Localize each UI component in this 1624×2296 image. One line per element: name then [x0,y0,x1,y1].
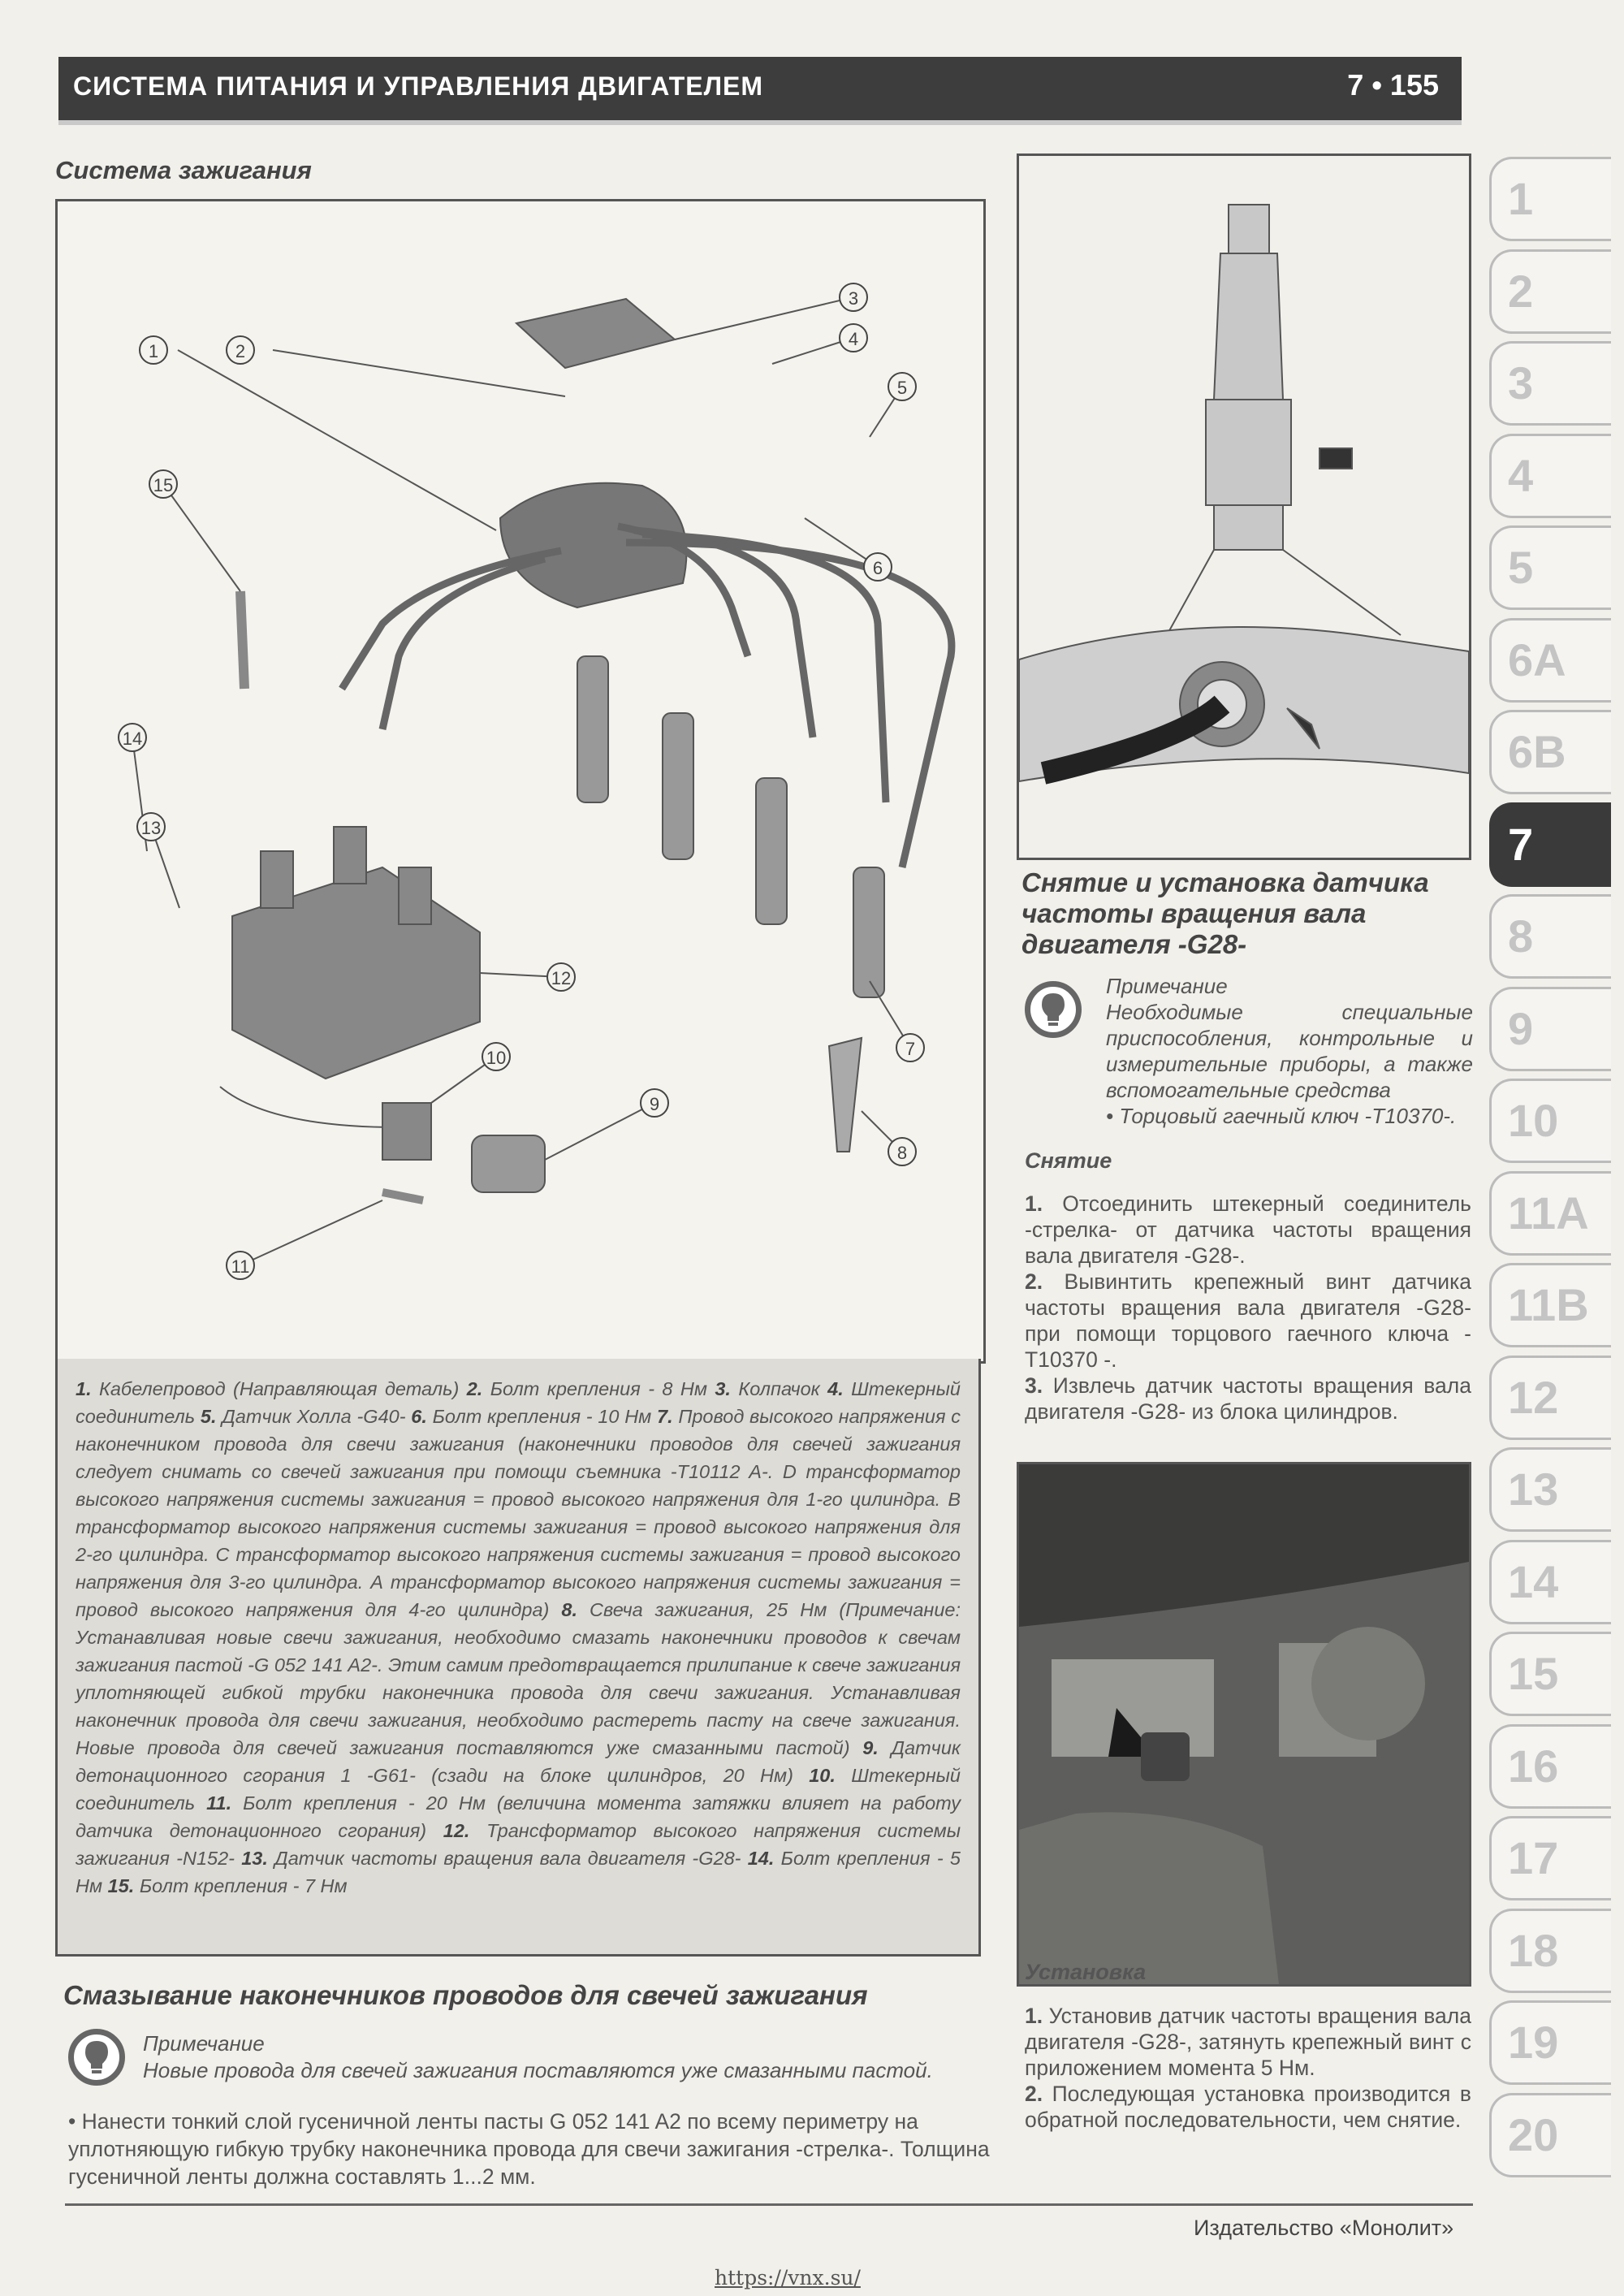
engine-photo-drawing [1019,1464,1469,1984]
item-number: 1. [1025,1191,1043,1216]
install-heading: Установка [1025,1960,1147,1984]
numbered-item [76,1406,961,1620]
chapter-tab-15[interactable]: 15 [1489,1632,1611,1716]
plug-boot-drawing [1019,156,1469,858]
chapter-tab-7[interactable]: 7 [1489,802,1611,887]
numbered-item [1025,2003,1471,2081]
item-number: 14. [747,1848,775,1869]
chapter-tab-11A[interactable]: 11A [1489,1171,1611,1256]
engine-photo [1017,1462,1471,1987]
item-text: Болт крепления - 8 Нм [482,1378,715,1399]
item-text: Болт крепления - 7 Нм [134,1875,348,1896]
item-number: 6. [411,1406,427,1427]
item-text: Вывинтить крепежный винт датчика частоты вращения вала двигателя -G28- при помощи торцового гаечного ключа -T10370 -. [1025,1269,1471,1372]
item-number: 9. [862,1737,879,1758]
callout-11: 11 [226,1251,255,1280]
numbered-item [241,1848,748,1869]
item-text: Последующая установка производится в обратной последовательности, чем снятие. [1025,2082,1471,2132]
ignition-diagram [55,199,986,1364]
g28-note [1025,973,1473,1129]
item-number: 8. [561,1599,577,1620]
item-text: Установив датчик частоты вращения вала двигателя -G28-, затянуть крепежный винт с приложением момента 5 Нм. [1025,2004,1471,2080]
numbered-item [201,1406,411,1427]
note-lightbulb-icon [68,2029,125,2086]
section-header-title: СИСТЕМА ПИТАНИЯ И УПРАВЛЕНИЯ ДВИГАТЕЛЕМ [73,71,764,101]
chapter-tab-19[interactable]: 19 [1489,2000,1611,2085]
chapter-tab-8[interactable]: 8 [1489,894,1611,979]
numbered-item [108,1875,348,1896]
callout-1: 1 [139,335,168,365]
numbered-item [467,1378,715,1399]
callout-7: 7 [896,1033,925,1062]
footer-divider [65,2203,1473,2206]
item-number: 1. [1025,2004,1043,2028]
item-number: 3. [1025,1373,1043,1398]
item-number: 2. [466,1378,483,1399]
plug-boot-illustration [1017,153,1471,860]
chapter-tab-12[interactable]: 12 [1489,1356,1611,1440]
chapter-tab-4[interactable]: 4 [1489,434,1611,518]
item-number: 10. [809,1765,836,1786]
callout-5: 5 [888,372,917,401]
source-url[interactable]: https://vnx.su/ [715,2266,861,2290]
callout-10: 10 [482,1042,511,1071]
item-text: Штекерный соединитель [76,1765,961,1814]
grease-section-title: Смазывание наконечников проводов для свечей зажигания [63,1980,868,2010]
page-header [58,57,1462,125]
ignition-section-title: Система зажигания [55,156,312,184]
chapter-tab-20[interactable]: 20 [1489,2093,1611,2177]
item-text: Трансформатор высокого напряжения системы зажигания -N152- [76,1820,961,1869]
chapter-tab-5[interactable]: 5 [1489,525,1611,610]
item-text: Болт крепления - 10 Нм [426,1406,657,1427]
chapter-tab-14[interactable]: 14 [1489,1540,1611,1624]
item-text: Датчик детонационного сгорания 1 -G61- (сзади на блоке цилиндров, 20 Нм) [76,1737,961,1786]
numbered-item [1025,1269,1471,1373]
callout-15: 15 [149,469,178,499]
item-text: Датчик частоты вращения вала двигателя -G28- [267,1848,748,1869]
note-label: Примечание [143,2031,265,2056]
callout-4: 4 [839,323,868,352]
numbered-item [1025,1191,1471,1269]
item-number: 13. [241,1848,268,1869]
note-text: Необходимые специальные приспособления, контрольные и измерительные приборы, а также вспомогательные средства [1106,1000,1473,1102]
g28-section-title: Снятие и установка датчика частоты вращения вала двигателя -G28- [1021,867,1429,959]
numbered-item [76,1378,467,1399]
chapter-tab-3[interactable]: 3 [1489,341,1611,426]
chapter-tab-17[interactable]: 17 [1489,1816,1611,1900]
numbered-item [76,1599,961,1758]
chapter-tab-16[interactable]: 16 [1489,1724,1611,1809]
numbered-item [411,1406,657,1427]
ignition-exploded-view [58,201,983,1361]
note-label: Примечание [1106,974,1228,998]
item-text: Колпачок [730,1378,828,1399]
grease-instruction: • Нанести тонкий слой гусеничной ленты пасты G 052 141 A2 по всему периметру на уплотняющую гибкую трубку наконечника провода для свечи зажигания -стрелка-. Толщина гусеничной ленты должна составлять 1...2 мм. [68,2109,990,2189]
item-text: Свеча зажигания, 25 Нм (Примечание: Устанавливая новые свечи зажигания, необходимо смазать наконечники проводов к свечам зажигания пастой -G 052 141 A2-. Этим самим предотвращается прилипание к свече зажигания уплотняющей гибкой трубки наконечника провода для свечи зажигания. Устанавливая наконечник провода для свечи зажигания, необходимо растереть пасту на свече зажигания. Новые провода для свечей зажигания поставляются уже смазанными пастой) [76,1599,961,1758]
item-text: Болт крепления - 20 Нм (величина момента затяжки влияет на работу датчика детонационного сгорания) [76,1792,961,1841]
callout-2: 2 [226,335,255,365]
numbered-item [715,1378,827,1399]
callout-3: 3 [839,283,868,312]
callout-12: 12 [546,962,576,992]
item-number: 2. [1025,1269,1043,1294]
chapter-tab-6A[interactable]: 6A [1489,618,1611,703]
item-text: Датчик Холла -G40- [216,1406,412,1427]
chapter-tab-1[interactable]: 1 [1489,157,1611,241]
numbered-item [1025,2081,1471,2133]
item-number: 12. [443,1820,470,1841]
chapter-tab-10[interactable]: 10 [1489,1079,1611,1163]
item-text: Болт крепления - 5 Нм [76,1848,961,1896]
chapter-tab-13[interactable]: 13 [1489,1447,1611,1532]
item-number: 5. [200,1406,217,1427]
removal-steps [1025,1191,1471,1425]
removal-heading: Снятие [1025,1148,1112,1173]
chapter-page-number: 7 • 155 [1347,68,1439,102]
chapter-tab-11B[interactable]: 11B [1489,1263,1611,1347]
item-text: Штекерный соединитель [76,1378,961,1427]
callout-6: 6 [863,552,892,582]
install-steps [1025,2003,1471,2133]
item-number: 3. [715,1378,731,1399]
grease-note [143,2030,996,2084]
item-number: 11. [206,1792,232,1814]
publisher-name: Издательство «Монолит» [1194,2216,1454,2240]
callout-14: 14 [118,723,147,752]
chapter-tab-2[interactable]: 2 [1489,249,1611,334]
callout-13: 13 [136,812,166,841]
numbered-item [1025,1373,1471,1425]
callout-9: 9 [640,1088,669,1118]
item-number: 2. [1025,2082,1043,2106]
item-text: Кабелепровод (Направляющая деталь) [91,1378,467,1399]
chapter-tab-18[interactable]: 18 [1489,1909,1611,1993]
note-text: Новые провода для свечей зажигания поставляются уже смазанными пастой. [143,2058,933,2082]
callout-8: 8 [888,1137,917,1166]
item-text: Извлечь датчик частоты вращения вала двигателя -G28- из блока цилиндров. [1025,1373,1471,1424]
chapter-tab-6B[interactable]: 6B [1489,710,1611,794]
item-text: Провод высокого напряжения с наконечником провода для свечи зажигания (наконечники проводов для свечей зажигания следует снимать со свечей зажигания при помощи съемника -T10112 A-. D трансформатор высокого напряжения системы зажигания = провод высокого напряжения для 1-го цилиндра. В трансформатор высокого напряжения системы зажигания = провод высокого напряжения для 2-го цилиндра. С трансформатор высокого напряжения системы зажигания = провод высокого напряжения для 3-го цилиндра. А трансформатор высокого напряжения системы зажигания = провод высокого напряжения для 4-го цилиндра) [76,1406,961,1620]
item-number: 15. [107,1875,135,1896]
note-item: • Торцовый гаечный ключ -T10370-. [1106,1104,1457,1128]
item-number: 7. [657,1406,673,1427]
diagram-caption [55,1359,981,1957]
item-number: 1. [76,1378,92,1399]
chapter-tab-9[interactable]: 9 [1489,987,1611,1071]
item-text: Отсоединить штекерный соединитель -стрелка- от датчика частоты вращения вала двигателя -G28-. [1025,1191,1471,1268]
item-number: 4. [827,1378,844,1399]
